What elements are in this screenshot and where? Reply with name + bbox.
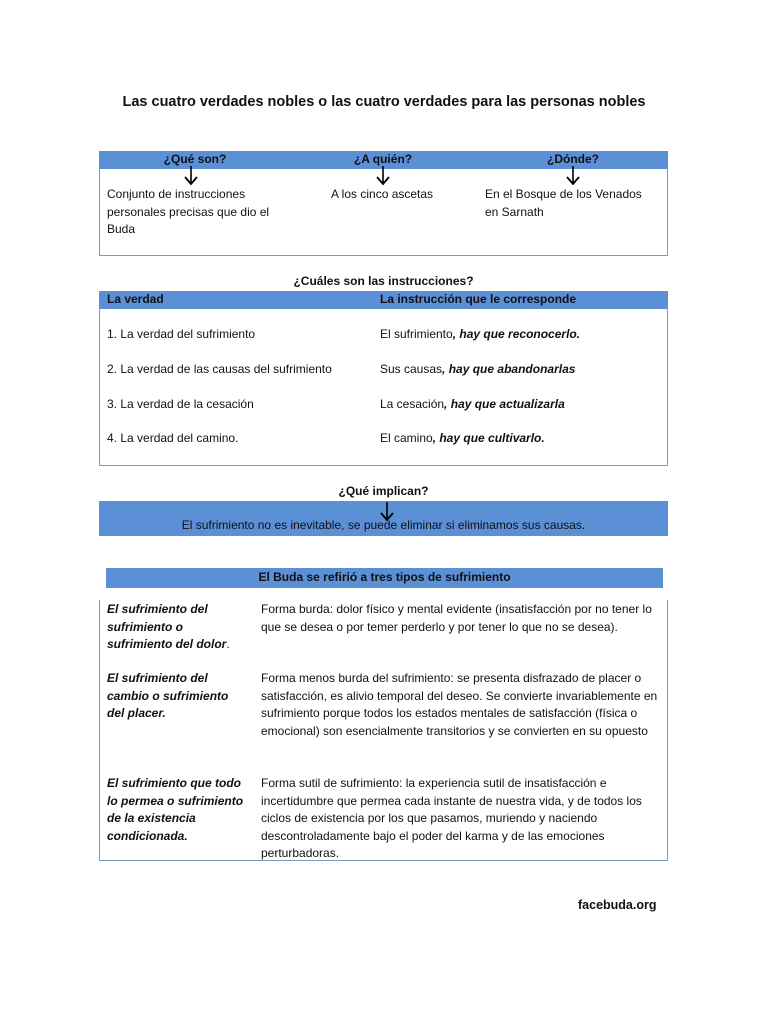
instruction-item: El sufrimiento, hay que reconocerlo. — [380, 327, 581, 341]
truth-item: 2. La verdad de las causas del sufrimiento — [107, 362, 332, 376]
question-whom: ¿A quién? — [353, 152, 413, 166]
instruction-item: Sus causas, hay que abandonarlas — [380, 362, 576, 376]
arrow-down-icon — [379, 502, 395, 522]
page-title: Las cuatro verdades nobles o las cuatro verdades para las personas nobles — [122, 94, 646, 110]
implications-heading: ¿Qué implican? — [338, 484, 429, 498]
truth-item: 4. La verdad del camino. — [107, 431, 239, 445]
arrow-down-icon — [183, 166, 199, 186]
suffering-type-desc: Forma sutil de sufrimiento: la experiencia sutil de insatisfacción e incertidumbre que permea cada instante de nuestra vida, y de todos los ciclos de existencia por los que pasamos, muriendo y naciendo descontroladamente bajo el poder del karma y de las emociones perturbadoras. — [261, 776, 642, 860]
truth-item: 3. La verdad de la cesación — [107, 397, 254, 411]
instruction-item: El camino, hay que cultivarlo. — [380, 431, 545, 445]
suffering-type-name: El sufrimiento del sufrimiento o sufrimiento del dolor. — [107, 602, 230, 651]
arrow-down-icon — [375, 166, 391, 186]
answer-what: Conjunto de instrucciones personales precisas que dio el Buda — [107, 187, 270, 236]
implications-text: El sufrimiento no es inevitable, se puede eliminar si eliminamos sus causas. — [181, 518, 586, 532]
truth-item: 1. La verdad del sufrimiento — [107, 327, 256, 341]
suffering-type-name: El sufrimiento que todo lo permea o sufrimiento de la existencia condicionada. — [107, 776, 244, 843]
suffering-type-desc: Forma menos burda del sufrimiento: se presenta disfrazado de placer o satisfacción, es alivio temporal del deseo. Se convierte invariablemente en sufrimiento porque todos los estados mentales de satisfacción (física o emocional) son esencialmente transitorios y se convierten en su opuesto — [261, 671, 658, 738]
suffering-heading-bar — [106, 568, 663, 588]
suffering-type-name: El sufrimiento del cambio o sufrimiento del placer. — [107, 671, 229, 720]
column-instruction: La instrucción que le corresponde — [380, 292, 577, 306]
suffering-type-desc: Forma burda: dolor físico y mental evidente (insatisfacción por no tener lo que se desea o por temer perderlo y por tener lo que no se desea). — [261, 602, 652, 634]
instructions-heading: ¿Cuáles son las instrucciones? — [293, 274, 474, 288]
arrow-down-icon — [565, 166, 581, 186]
answer-where: En el Bosque de los Venados en Sarnath — [485, 187, 642, 219]
column-truth: La verdad — [107, 292, 164, 306]
answer-whom: A los cinco ascetas — [331, 187, 434, 201]
question-where: ¿Dónde? — [547, 152, 599, 166]
instruction-item: La cesación, hay que actualizarla — [380, 397, 565, 411]
footer-site: facebuda.org — [578, 898, 657, 912]
suffering-heading: El Buda se refirió a tres tipos de sufrimiento — [258, 570, 511, 584]
question-what: ¿Qué son? — [163, 152, 227, 166]
